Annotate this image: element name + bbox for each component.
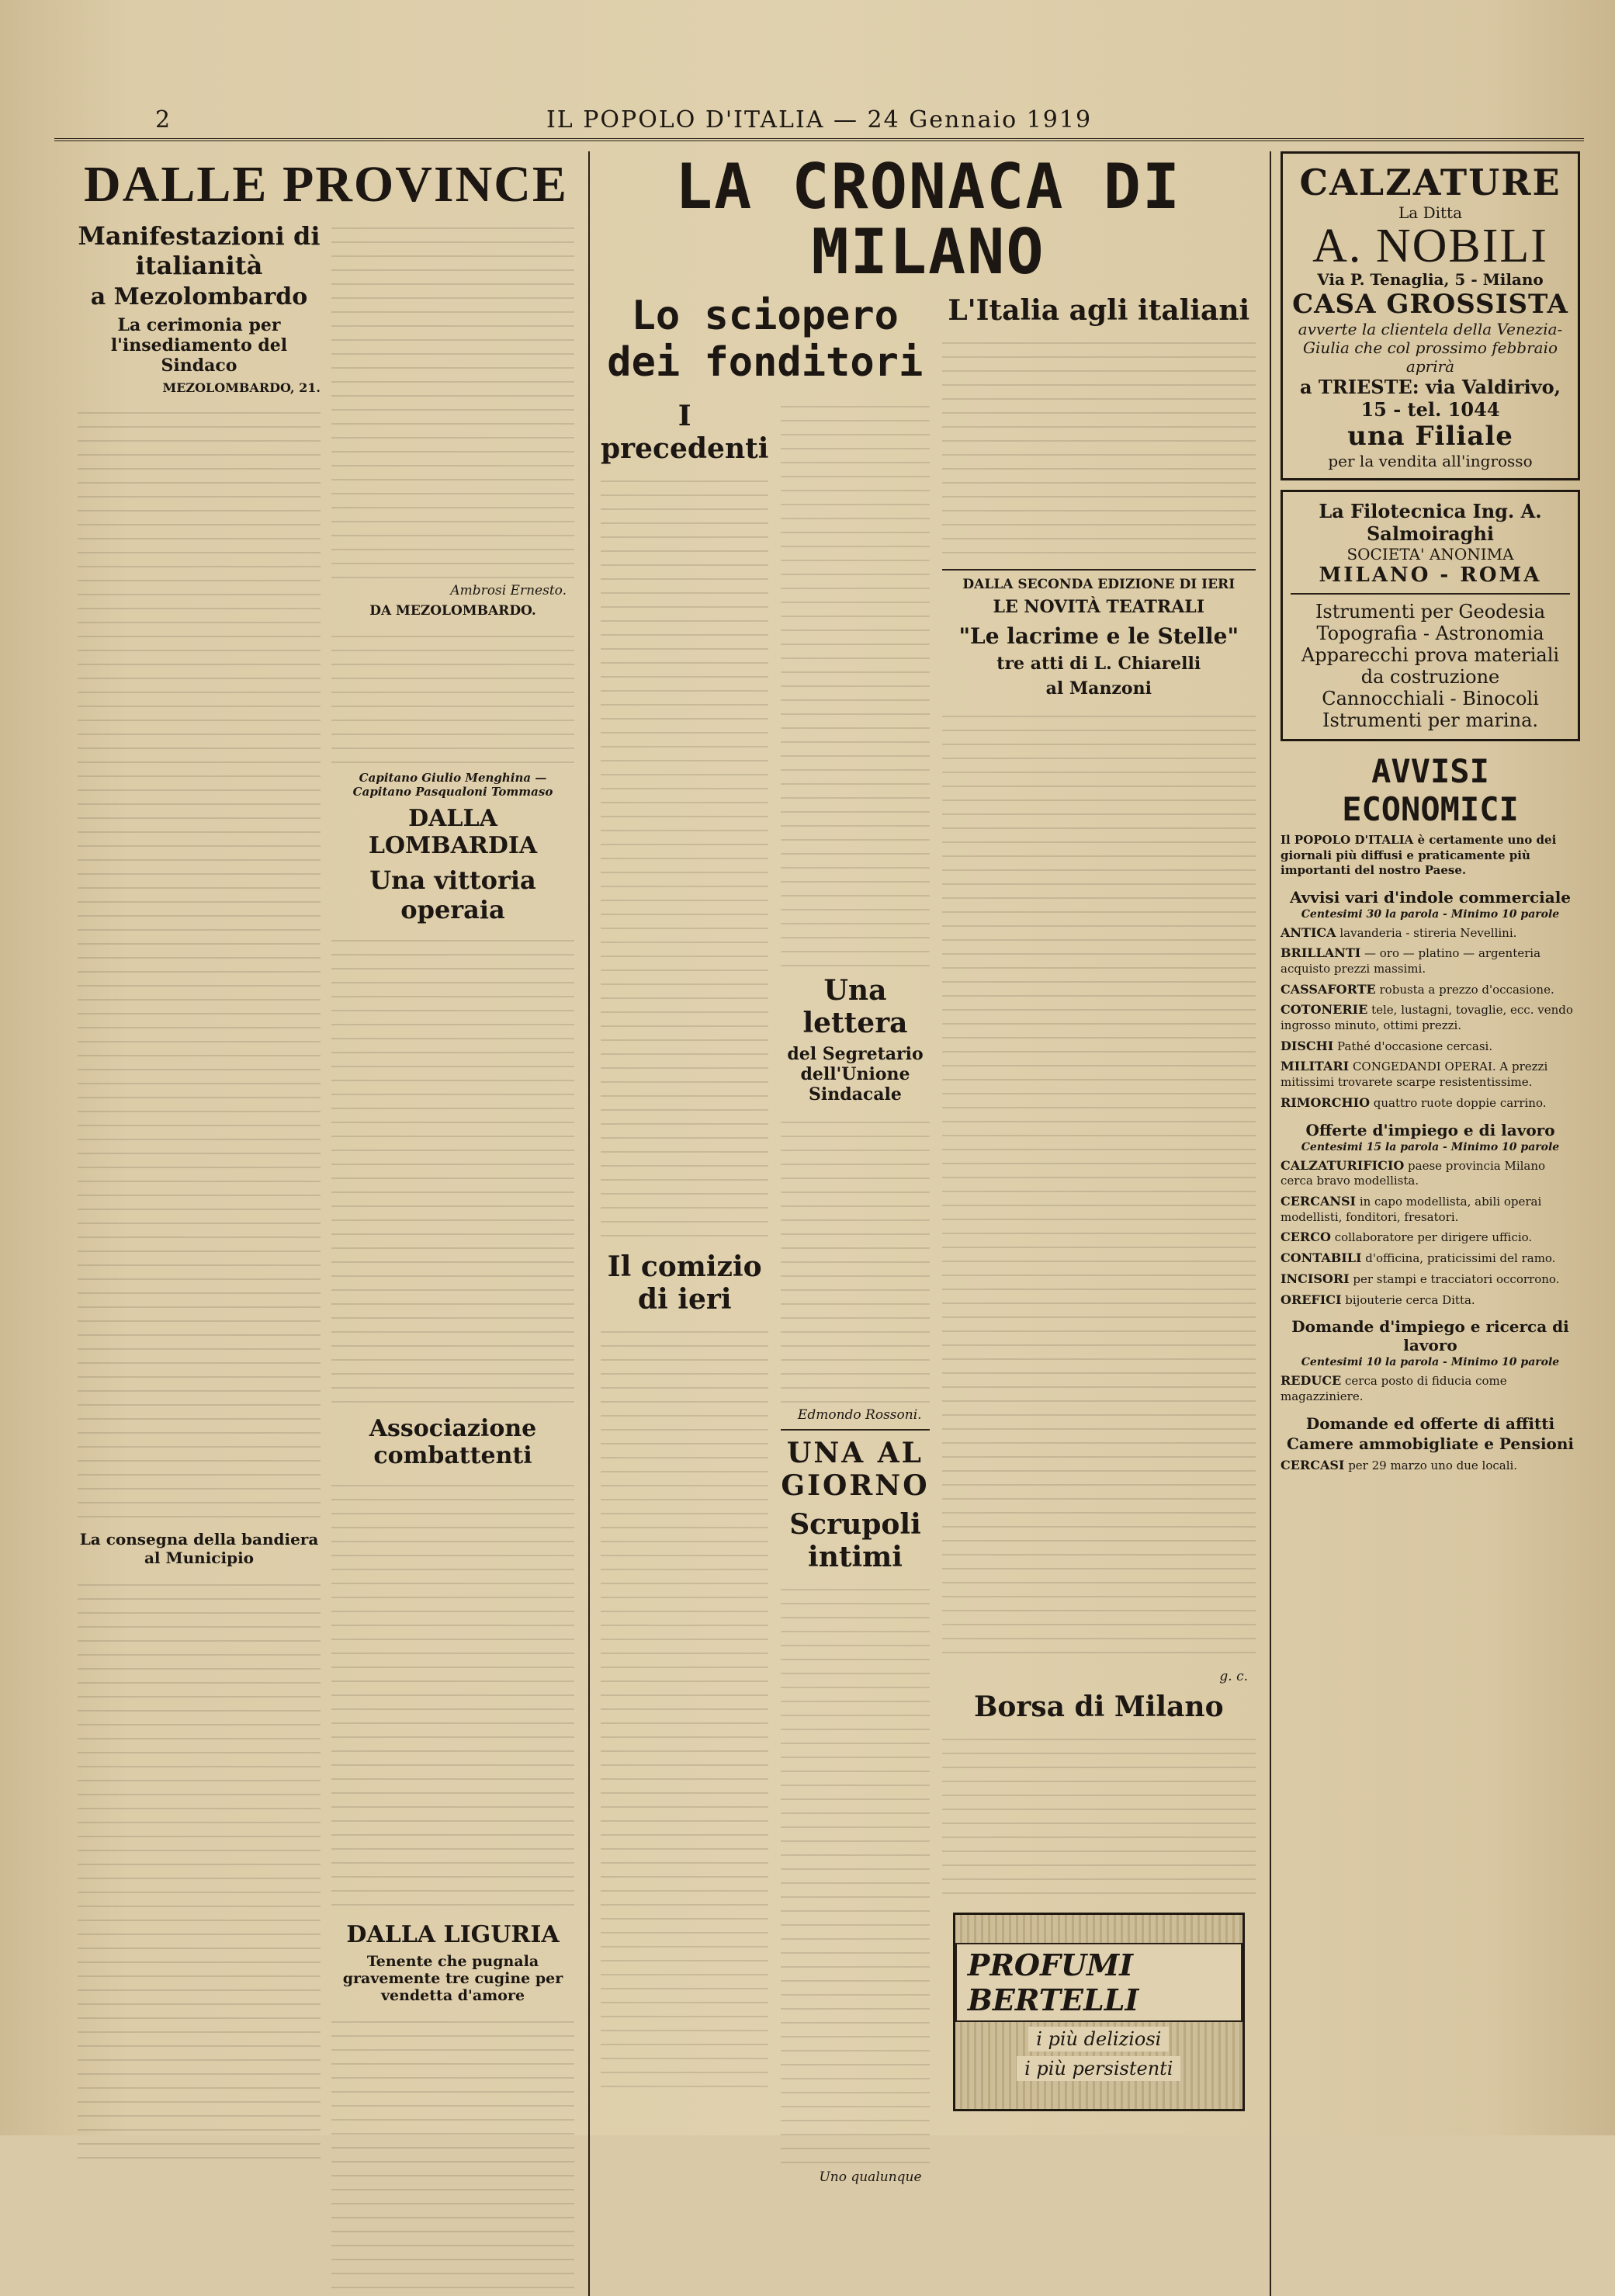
body-text: [781, 1109, 929, 1404]
masthead-title: IL POPOLO D'ITALIA — 24 Gennaio 1919: [546, 106, 1093, 134]
body-text: [331, 623, 574, 771]
headline-novita: LE NOVITÀ TEATRALI: [993, 597, 1205, 617]
category-affitti: Domande ed offerte di affitti: [1305, 1413, 1555, 1433]
classified-item: BRILLANTI — oro — platino — argenteria acquisto prezzi massimi.: [1281, 945, 1541, 976]
left-column: [78, 151, 574, 2296]
category-commerciale-rate: Centesimi 30 la parola - Minimo 10 parole: [1301, 907, 1560, 921]
page-number: 2: [155, 106, 172, 134]
perfume-ad: [953, 1913, 1245, 2111]
body-text: [331, 2009, 574, 2296]
body-text: [942, 330, 1256, 563]
signature-gc: g. c.: [1219, 1669, 1248, 1684]
dateline-mezo2: DA MEZOLOMBARDO.: [369, 603, 536, 619]
classified-item: CALZATURIFICIO paese provincia Milano cerca bravo modellista.: [1281, 1157, 1546, 1188]
ad-calzature-title: CALZATURE: [1299, 161, 1561, 203]
ad-filotecnica-line5: Istrumenti per marina.: [1322, 709, 1538, 731]
dateline: MEZOLOMBARDO, 21.: [162, 380, 321, 395]
headline-italianita: Manifestazioni di italianità: [78, 221, 321, 280]
headline-seconda-edizione: DALLA SECONDA EDIZIONE DI IERI: [962, 577, 1236, 592]
body-text: [781, 394, 929, 968]
category-domande-rate: Centesimi 10 la parola - Minimo 10 parole: [1301, 1356, 1560, 1369]
classified-item: INCISORI per stampi e tracciatori occorrono.: [1281, 1271, 1560, 1286]
ad-filotecnica: [1281, 490, 1580, 741]
headline-borsa: Borsa di Milano: [973, 1691, 1224, 1723]
avvisi-title: AVVISI ECONOMICI: [1342, 752, 1519, 828]
signature-captains: Capitano Giulio Menghina — Capitano Pasqualoni Tommaso: [352, 771, 553, 799]
signature: Ambrosi Ernesto.: [450, 583, 567, 598]
masthead: [54, 101, 1584, 141]
body-text: [781, 1576, 929, 2166]
classified-item: REDUCE cerca posto di fiducia come magazziniere.: [1281, 1373, 1507, 1404]
ad-filotecnica-soc: SOCIETA' ANONIMA: [1346, 545, 1514, 564]
ad-filotecnica-line1: Istrumenti per Geodesia: [1315, 601, 1546, 623]
headline-associazione: Associazione combattenti: [369, 1415, 537, 1469]
classified-item: CERCANSI in capo modellista, abili operai modellisti, fonditori, fresatori.: [1281, 1193, 1542, 1224]
ad-calzature-la: La Ditta: [1398, 203, 1462, 222]
center-column: [588, 151, 1256, 2296]
headline-lettera-sub: del Segretario dell'Unione Sindacale: [787, 1044, 924, 1105]
headline-cerimonia: La cerimonia per l'insediamento del Sindaco: [110, 315, 288, 376]
body-text: [942, 1726, 1256, 1897]
perfume-brand: PROFUMI BERTELLI: [955, 1943, 1242, 2022]
classified-item: CONTABILI d'officina, praticissimi del ramo.: [1281, 1250, 1556, 1265]
classified-list-2: [1281, 1158, 1580, 1309]
headline-lacrime: "Le lacrime e le Stelle": [958, 623, 1239, 649]
signature-qualunque: Uno qualunque: [819, 2169, 922, 2185]
section-title-cronaca: LA CRONACA DI MILANO: [674, 151, 1182, 288]
classified-item: MILITARI CONGEDANDI OPERAI. A prezzi mitissimi trovarete scarpe resistentissime.: [1281, 1059, 1548, 1090]
headline-lombardia: DALLA LOMBARDIA: [368, 805, 538, 859]
headline-mezolombardo: a Mezolombardo: [90, 283, 308, 310]
ad-calzature-casa: CASA GROSSISTA: [1292, 289, 1568, 320]
headline-manzoni: al Manzoni: [1045, 678, 1152, 699]
classified-item: COTONERIE tele, lustagni, tovaglie, ecc. vendo ingrosso minuto, ottimi prezzi.: [1281, 1002, 1573, 1033]
body-text: [78, 1572, 321, 2162]
headline-scrupoli: Scrupoli intimi: [789, 1508, 921, 1573]
ad-calzature: [1281, 151, 1580, 480]
classified-item: CERCO collaboratore per dirigere ufficio.: [1281, 1230, 1533, 1245]
headline-una-al-giorno: UNA AL GIORNO: [781, 1437, 930, 1502]
section-title-province: DALLE PROVINCE: [84, 156, 568, 213]
classified-item: CASSAFORTE robusta a prezzo d'occasione.: [1281, 981, 1554, 997]
classified-list-1: [1281, 925, 1580, 1112]
body-text: [601, 468, 768, 1244]
headline-tenente: Tenente che pugnala gravemente tre cugine per vendetta d'amore: [342, 1953, 563, 2004]
ad-calzature-filiale: una Filiale: [1347, 421, 1513, 452]
headline-comizio: Il comizio di ieri: [607, 1250, 762, 1316]
headline-precedenti: I precedenti: [601, 400, 769, 465]
body-text: [331, 1472, 574, 1915]
category-affitti-sub: Camere ammobigliate e Pensioni: [1286, 1434, 1575, 1453]
ad-filotecnica-line4: Cannocchiali - Binocoli: [1322, 688, 1539, 709]
headline-sciopero: Lo sciopero dei fonditori: [607, 293, 924, 386]
body-text: [601, 1319, 768, 2095]
classified-item: RIMORCHIO quattro ruote doppie carrino.: [1281, 1094, 1547, 1110]
ad-calzature-avverte: avverte la clientela della Venezia-Giulia che col prossimo febbraio aprirà: [1298, 320, 1563, 376]
headline-liguria: DALLA LIGURIA: [346, 1921, 560, 1948]
category-commerciale: Avvisi vari d'indole commerciale: [1289, 887, 1572, 907]
ad-filotecnica-line2: Topografia - Astronomia: [1316, 623, 1544, 644]
ad-filotecnica-name: La Filotecnica Ing. A. Salmoiraghi: [1319, 500, 1542, 545]
category-domande: Domande d'impiego e ricerca di lavoro: [1291, 1317, 1569, 1355]
ad-calzature-address: Via P. Tenaglia, 5 - Milano: [1317, 270, 1544, 289]
ad-filotecnica-line3: Apparecchi prova materiali da costruzione: [1301, 644, 1560, 688]
columns: [78, 151, 1580, 2185]
category-offerte-rate: Centesimi 15 la parola - Minimo 10 parole: [1301, 1140, 1560, 1153]
right-column: [1270, 151, 1580, 2296]
headline-bandiera: La consegna della bandiera al Municipio: [79, 1530, 319, 1567]
body-text: [331, 215, 574, 580]
signature-rossoni: Edmondo Rossoni.: [797, 1407, 922, 1423]
classified-item: CERCASI per 29 marzo uno due locali.: [1281, 1457, 1518, 1472]
classified-item: ANTICA lavanderia - stireria Nevellini.: [1281, 924, 1517, 940]
headline-italia: L'Italia agli italiani: [948, 294, 1250, 327]
ad-calzature-ingrosso: per la vendita all'ingrosso: [1328, 452, 1533, 470]
avvisi-intro: Il POPOLO D'ITALIA è certamente uno dei giornali più diffusi e praticamente più importanti del nostro Paese.: [1281, 833, 1557, 877]
ad-filotecnica-city: MILANO - ROMA: [1319, 564, 1542, 587]
body-text: [78, 400, 321, 1525]
category-offerte: Offerte d'impiego e di lavoro: [1305, 1120, 1555, 1139]
ad-calzature-name: A. NOBILI: [1312, 220, 1548, 272]
headline-vittoria: Una vittoria operaia: [369, 865, 536, 924]
classified-item: DISCHI Pathé d'occasione cercasi.: [1281, 1038, 1493, 1053]
headline-tre-atti: tre atti di L. Chiarelli: [996, 654, 1201, 674]
headline-lettera: Una lettera: [802, 974, 908, 1039]
classified-item: OREFICI bijouterie cerca Ditta.: [1281, 1292, 1475, 1307]
perfume-tagline-2: i più persistenti: [1017, 2056, 1180, 2081]
body-text: [942, 703, 1256, 1666]
body-text: [331, 928, 574, 1409]
ad-calzature-trieste: a TRIESTE: via Valdirivo, 15 - tel. 1044: [1300, 376, 1561, 421]
perfume-tagline-1: i più deliziosi: [1028, 2027, 1169, 2051]
